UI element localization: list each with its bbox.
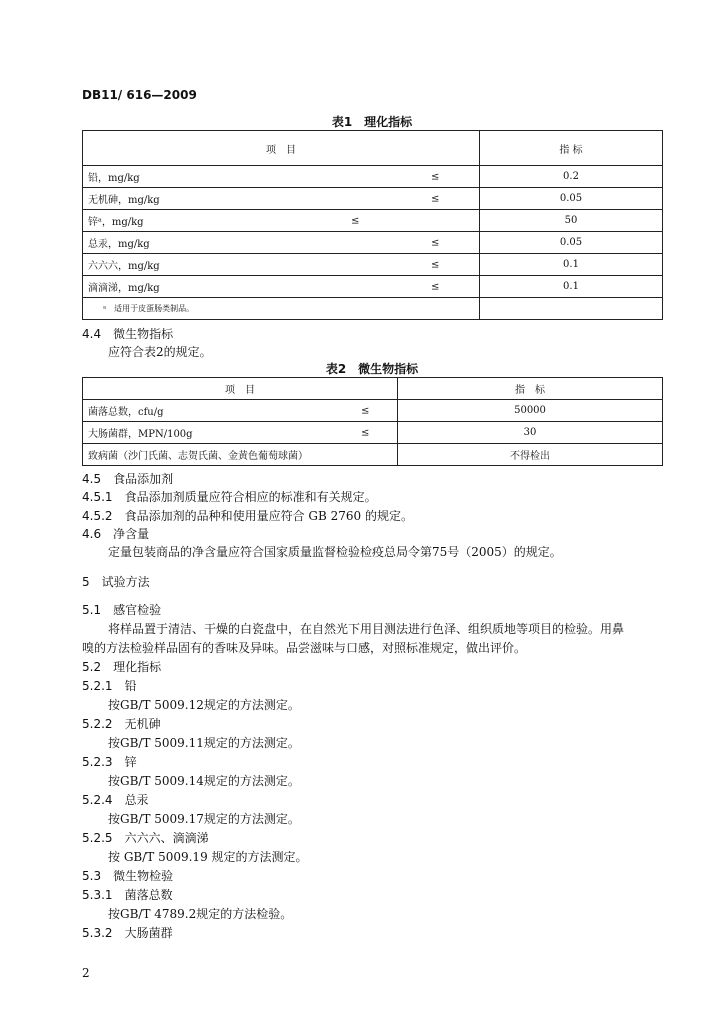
le-symbol: ≤: [431, 237, 440, 248]
table1-row-item: 滴滴涕，mg/kg: [88, 283, 160, 294]
table-row: [83, 422, 663, 444]
table1-row-value: 0.2: [480, 166, 663, 188]
table1-row-item: 锌ᵃ，mg/kg: [88, 217, 144, 228]
section-4-4-text: 应符合表2的规定。: [108, 345, 212, 359]
table1: [82, 130, 663, 320]
le-symbol: ≤: [431, 281, 440, 292]
table1-footnote-row: [83, 298, 663, 320]
table-row: [83, 210, 663, 232]
section-4-6-heading: 4.6 净含量: [82, 527, 150, 541]
table-row: [83, 232, 663, 254]
section-5-1-text-line2: 嗅的方法检验样品固有的香味及异味。品尝滋味与口感，对照标准规定，做出评价。: [82, 641, 527, 655]
table1-row-item: 六六六，mg/kg: [88, 261, 160, 272]
table2-row-item: 菌落总数，cfu/g: [88, 407, 164, 418]
section-5-2-4-heading: 5.2.4 总汞: [82, 793, 149, 807]
section-5-2-5-text: 按 GB/T 5009.19 规定的方法测定。: [108, 850, 308, 864]
document-code-header: DB11/ 616—2009: [82, 88, 197, 102]
le-symbol: ≤: [351, 215, 360, 226]
section-4-5-heading: 4.5 食品添加剂: [82, 472, 174, 486]
section-5-heading: 5 试验方法: [82, 575, 150, 589]
le-symbol: ≤: [431, 259, 440, 270]
section-5-2-5-heading: 5.2.5 六六六、滴滴涕: [82, 831, 209, 845]
table2-row-item: 致病菌（沙门氏菌、志贺氏菌、金黄色葡萄球菌）: [88, 451, 308, 462]
table2-col-item: 项 目: [83, 378, 398, 400]
table-row: [83, 254, 663, 276]
section-5-2-2-heading: 5.2.2 无机砷: [82, 717, 161, 731]
section-5-3-heading: 5.3 微生物检验: [82, 869, 174, 883]
table1-row-value: 0.05: [480, 188, 663, 210]
section-4-6-text: 定量包装商品的净含量应符合国家质量监督检验检疫总局令第75号（2005）的规定。: [108, 545, 562, 559]
table-row: [83, 400, 663, 422]
section-5-3-2-heading: 5.3.2 大肠菌群: [82, 926, 173, 940]
table1-col-item: 项 目: [83, 131, 480, 166]
section-4-4-heading: 4.4 微生物指标: [82, 327, 174, 341]
table1-row-value: 50: [480, 210, 663, 232]
table2-row-value: 30: [398, 422, 663, 444]
table-row: [83, 188, 663, 210]
section-5-3-1-heading: 5.3.1 菌落总数: [82, 888, 173, 902]
le-symbol: ≤: [431, 171, 440, 182]
table1-header-row: [83, 131, 663, 166]
page-number: 2: [82, 966, 90, 980]
table1-row-item: 铅，mg/kg: [88, 173, 140, 184]
le-symbol: ≤: [361, 427, 370, 438]
table2-row-value: 不得检出: [398, 444, 663, 466]
section-4-5-1: 4.5.1 食品添加剂质量应符合相应的标准和有关规定。: [82, 490, 377, 504]
section-5-2-3-text: 按GB/T 5009.14规定的方法测定。: [108, 774, 300, 788]
table2-col-value: 指 标: [398, 378, 663, 400]
le-symbol: ≤: [361, 405, 370, 416]
table2-header-row: [83, 378, 663, 400]
section-5-2-2-text: 按GB/T 5009.11规定的方法测定。: [108, 736, 300, 750]
section-5-1-heading: 5.1 感官检验: [82, 603, 162, 617]
table-row: [83, 166, 663, 188]
le-symbol: ≤: [431, 193, 440, 204]
section-5-2-4-text: 按GB/T 5009.17规定的方法测定。: [108, 812, 300, 826]
table1-row-value: 0.1: [480, 254, 663, 276]
table2: [82, 377, 663, 466]
table1-row-value: 0.05: [480, 232, 663, 254]
table1-row-item: 总汞，mg/kg: [88, 239, 150, 250]
table2-row-value: 50000: [398, 400, 663, 422]
section-4-5-2: 4.5.2 食品添加剂的品种和使用量应符合 GB 2760 的规定。: [82, 509, 413, 523]
table-row: [83, 444, 663, 466]
section-5-1-text-line1: 将样品置于清洁、干燥的白瓷盘中，在自然光下用目测法进行色泽、组织质地等项目的检验。用鼻: [108, 622, 625, 636]
table2-caption: 表2 微生物指标: [325, 362, 419, 376]
section-5-3-1-text: 按GB/T 4789.2规定的方法检验。: [108, 907, 293, 921]
table1-footnote: ᵃ 适用于皮蛋肠类制品。: [83, 298, 480, 320]
table2-row-item: 大肠菌群，MPN/100g: [88, 429, 193, 440]
section-5-2-3-heading: 5.2.3 锌: [82, 755, 137, 769]
section-5-2-1-heading: 5.2.1 铅: [82, 679, 137, 693]
table1-caption: 表1 理化指标: [331, 115, 413, 129]
table1-row-item: 无机砷，mg/kg: [88, 195, 160, 206]
section-5-2-1-text: 按GB/T 5009.12规定的方法测定。: [108, 698, 300, 712]
table1-col-value: 指 标: [480, 131, 663, 166]
table1-row-value: 0.1: [480, 276, 663, 298]
section-5-2-heading: 5.2 理化指标: [82, 660, 162, 674]
table-row: [83, 276, 663, 298]
